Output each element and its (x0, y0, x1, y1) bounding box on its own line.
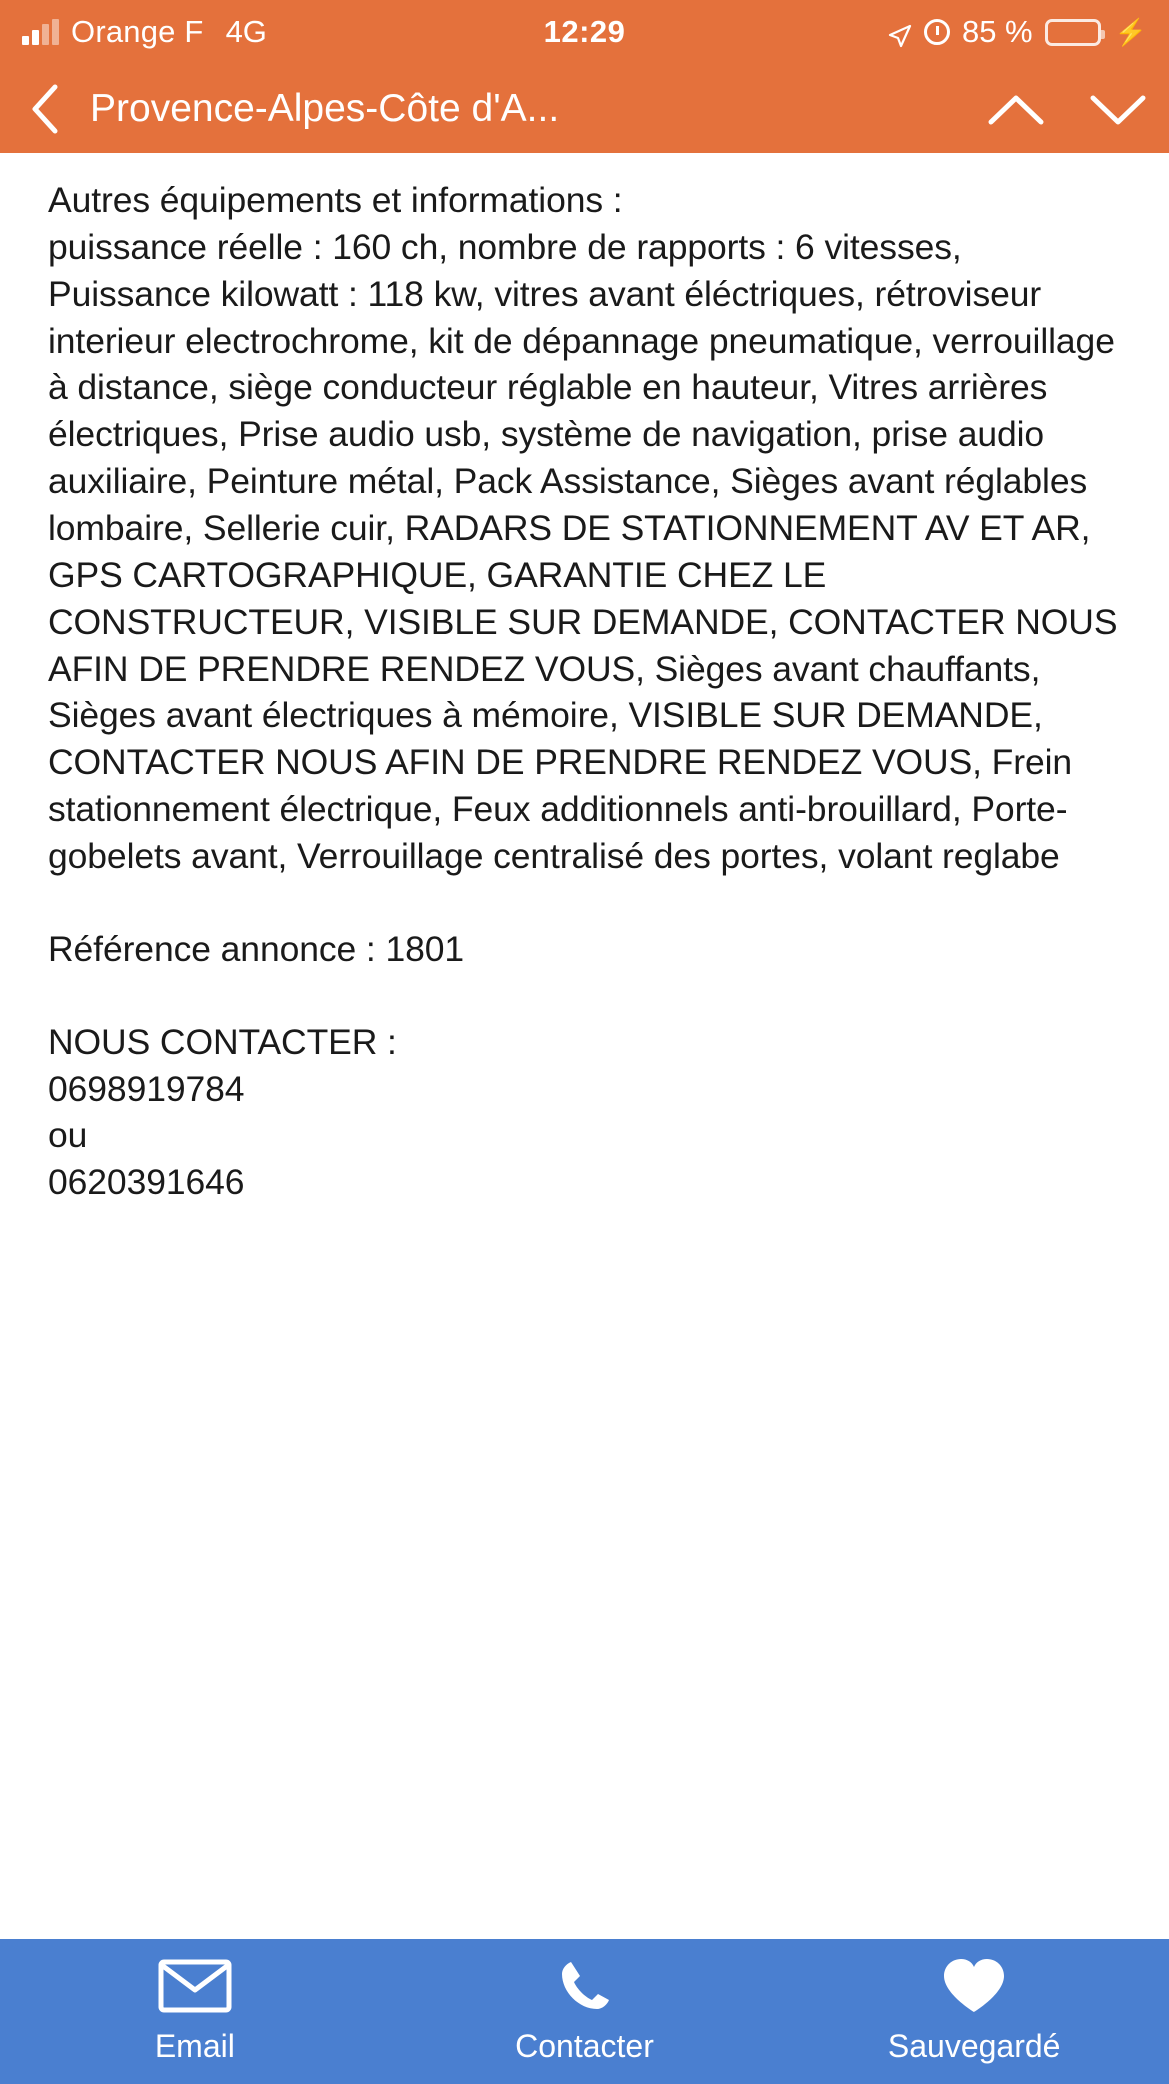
chevron-down-icon[interactable] (1089, 89, 1147, 129)
paragraph-spacer (48, 973, 1121, 1019)
description-or: ou (48, 1115, 88, 1156)
description-contact-heading: NOUS CONTACTER : (48, 1021, 397, 1062)
nav-actions (987, 89, 1147, 129)
tab-email-label: Email (154, 2028, 235, 2064)
description-equipment: puissance réelle : 160 ch, nombre de rapports : 6 vitesses, Puissance kilowatt : 118 kw, vitres avant éléctriques, rétroviseur interieur electrochrome, kit de dépannage pneumatique, verrouillage à distance, siège conducteur réglable en hauteur, Vitres arrières électriques, Prise audio usb, système de navigation, prise audio auxiliaire, Peinture métal, Pack Assistance, Sièges avant réglables lombaire, Sellerie cuir, RADARS DE STATIONNEMENT AV ET AR, GPS CARTOGRAPHIQUE, GARANTIE CHEZ LE CONSTRUCTEUR, VISIBLE SUR DEMANDE, CONTACTER NOUS AFIN DE PRENDRE RENDEZ VOUS, Sièges avant chauffants, Sièges avant électriques à mémoire, VISIBLE SUR DEMANDE, CONTACTER NOUS AFIN DE PRENDRE RENDEZ VOUS, Frein stationnement électrique, Feux additionnels anti-brouillard, Porte-gobelets avant, Verrouillage centralisé des portes, volant reglabe (48, 226, 1118, 877)
battery-percent-label: 85 % (961, 14, 1033, 49)
alarm-clock-icon (924, 19, 950, 45)
navigation-bar (0, 64, 1169, 153)
description-phone-1: 0698919784 (48, 1068, 245, 1109)
status-bar-right (888, 14, 1147, 50)
listing-description-scroll[interactable] (0, 153, 1169, 1939)
page-title: Provence-Alpes-Côte d'A... (90, 86, 560, 130)
tab-contacter[interactable] (390, 1958, 780, 2065)
status-bar-clock: 12:29 (543, 14, 626, 49)
description-phone-2: 0620391646 (48, 1162, 245, 1203)
heart-icon (940, 1958, 1008, 2014)
chevron-up-icon[interactable] (987, 89, 1045, 129)
envelope-icon (158, 1958, 232, 2014)
status-bar-left (22, 14, 267, 50)
status-bar (0, 0, 1169, 64)
tab-email[interactable] (0, 1958, 390, 2065)
carrier-label: Orange F (71, 14, 204, 49)
phone-icon (555, 1958, 615, 2014)
location-arrow-icon (888, 20, 912, 44)
back-chevron-icon[interactable] (22, 86, 68, 132)
listing-description (48, 177, 1121, 1206)
bottom-tab-bar (0, 1939, 1169, 2084)
network-type-label: 4G (225, 14, 267, 49)
description-heading: Autres équipements et informations : (48, 180, 623, 220)
charging-bolt-icon: ⚡ (1114, 16, 1147, 47)
paragraph-spacer (48, 880, 1121, 926)
tab-sauvegarde-label: Sauvegardé (887, 2028, 1061, 2064)
tab-contacter-label: Contacter (515, 2028, 654, 2064)
description-reference: Référence annonce : 1801 (48, 928, 465, 969)
battery-icon (1045, 19, 1101, 46)
tab-sauvegarde[interactable] (779, 1958, 1169, 2065)
signal-bars-icon (22, 19, 59, 45)
